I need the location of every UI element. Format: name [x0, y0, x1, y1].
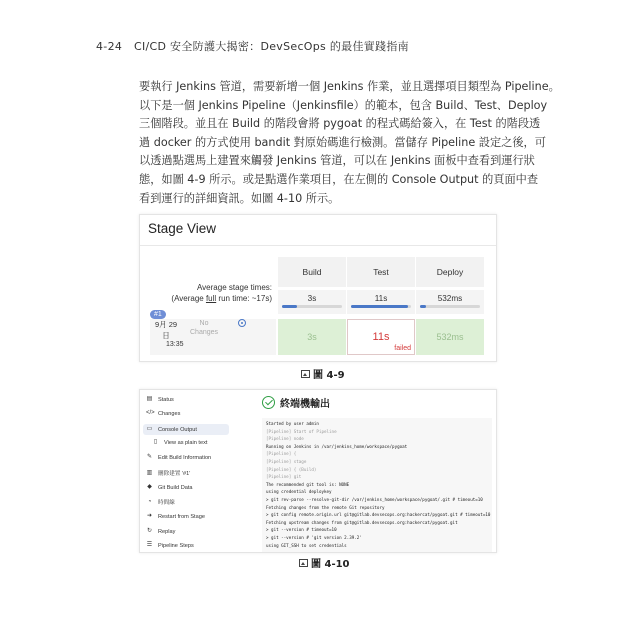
- paragraph-line: 態，如圖 4-9 所示。或是點選作業項目，在左側的 Console Output 的頁面中查: [139, 172, 539, 186]
- avg-text: (Average: [171, 294, 206, 303]
- image-icon: [301, 370, 310, 378]
- run-date: [152, 319, 180, 341]
- sidebar-item[interactable]: [146, 528, 175, 535]
- console-heading-text: 終端機輸出: [280, 399, 330, 410]
- console-line: > git --version # timeout=10: [266, 527, 337, 533]
- console-line: > git --version # 'git version 2.39.2': [266, 534, 362, 540]
- console-line: Started by user admin: [266, 421, 319, 426]
- console-line: > git config remote.origin.url git@gitlab.devsecops.org:hackercat/pygoat.git # timeout=10: [266, 512, 491, 518]
- divider: [140, 245, 496, 246]
- page-number: 4-24: [96, 40, 123, 53]
- avg-text: run time: ~17s): [216, 294, 272, 303]
- sidebar-item[interactable]: [146, 410, 180, 417]
- stage-duration: 11s: [372, 331, 390, 343]
- git-icon: ◆: [147, 484, 152, 490]
- stage-cell-build[interactable]: 3s: [278, 319, 346, 355]
- run-date-line: 日: [162, 331, 170, 340]
- caption-text: 圖 4-9: [313, 370, 345, 381]
- steps-icon: ☰: [146, 542, 153, 548]
- avg-cell-deploy: [416, 290, 484, 314]
- console-line: [Pipeline] stage: [266, 458, 307, 464]
- trash-icon: ▥: [146, 469, 153, 476]
- sidebar-item[interactable]: [146, 454, 211, 461]
- sidebar-item-label: Edit Build Information: [158, 454, 212, 461]
- sidebar-item-label: Git Build Data: [158, 484, 193, 491]
- paragraph-line: 要執行 Jenkins 管道，需要新增一個 Jenkins 作業，並且選擇項目類型為 Pipeline。: [139, 80, 560, 93]
- avg-progress-fill: [351, 305, 408, 308]
- sidebar-item-label: Status: [158, 396, 174, 403]
- sidebar-item[interactable]: [146, 498, 175, 506]
- sidebar-item-label: Console Output: [158, 426, 197, 433]
- restart-icon: ➜: [146, 513, 153, 519]
- stage-cell-deploy[interactable]: 532ms: [416, 319, 484, 355]
- console-line: using credential deploykey: [266, 489, 332, 495]
- sidebar-item-label: 時間線: [158, 500, 175, 506]
- console-line: [Pipeline] git: [266, 474, 302, 480]
- sidebar-item-label: Replay: [158, 528, 176, 535]
- console-line: [Pipeline] { (Build): [266, 466, 317, 472]
- success-check-icon: [262, 396, 275, 409]
- stage-view-title: Stage View: [148, 221, 217, 236]
- page-header: [96, 38, 409, 54]
- info-icon[interactable]: [238, 319, 246, 327]
- stage-header-deploy[interactable]: Deploy: [416, 257, 485, 287]
- avg-progress-bar: [420, 305, 480, 308]
- paragraph-line: 過 docker 的方式使用 bandit 對原始碼進行檢測。當儲存 Pipeline 設定之後，可: [139, 135, 546, 149]
- status-icon: ▤: [146, 396, 153, 402]
- code-icon: </>: [146, 410, 155, 416]
- avg-label-line: [146, 293, 272, 304]
- body-paragraph: [139, 78, 560, 208]
- paragraph-line: 以下是一個 Jenkins Pipeline（Jenkinsfile）的範本，包含 Build、Test、Deploy: [139, 98, 548, 112]
- sidebar-item[interactable]: [146, 469, 190, 477]
- console-line: Fetching upstream changes from git@gitlab.devsecops.org:hackercat/pygoat.git: [266, 519, 458, 525]
- sidebar-item[interactable]: [146, 542, 194, 549]
- paragraph-line: 三個階段。並且在 Build 的階段會將 pygoat 的程式碼給簽入，在 Test 的階段透: [139, 117, 541, 131]
- paragraph-line: 看到運行的詳細資訊。如圖 4-10 所示。: [139, 191, 340, 205]
- console-line: [Pipeline] Start of Pipeline: [266, 428, 337, 434]
- book-title: CI/CD 安全防護大揭密：DevSecOps 的最佳實踐指南: [133, 40, 409, 53]
- failed-label: failed: [394, 345, 411, 352]
- run-time: 13:35: [166, 341, 184, 348]
- console-line: > git rev-parse --resolve-git-dir /var/jenkins_home/workspace/pygoat/.git # timeout=10: [266, 496, 483, 502]
- avg-progress-fill: [282, 305, 297, 308]
- sidebar-item-label: Changes: [158, 410, 181, 417]
- console-line: Fetching changes from the remote Git repository: [266, 504, 385, 510]
- console-line: Running on Jenkins in /var/jenkins_home/workspace/pygoat: [266, 443, 408, 449]
- terminal-icon: ▭: [146, 426, 153, 432]
- full-link[interactable]: full: [205, 294, 217, 303]
- console-log: [262, 418, 492, 553]
- build-number-badge[interactable]: #1: [150, 310, 166, 319]
- sidebar-item[interactable]: [146, 396, 174, 403]
- avg-time: 3s: [307, 294, 317, 303]
- console-heading: [262, 395, 330, 410]
- paragraph-line: 以透過點選馬上建置來觸發 Jenkins 管道，可以在 Jenkins 面板中查看到運行狀: [139, 154, 535, 168]
- sidebar-item[interactable]: [146, 513, 205, 520]
- avg-time: 11s: [374, 294, 388, 303]
- sidebar-item-label: 刪除建置 '#1': [158, 471, 191, 477]
- stage-header-test[interactable]: Test: [347, 257, 416, 287]
- avg-label-line: Average stage times:: [196, 283, 272, 292]
- run-date-line: 9月 29: [154, 320, 178, 329]
- sidebar-item-label: Pipeline Steps: [158, 542, 194, 549]
- sidebar-item[interactable]: [146, 484, 193, 491]
- avg-progress-fill: [420, 305, 426, 308]
- avg-cell-test: [347, 290, 415, 314]
- console-output-screenshot: [139, 389, 497, 553]
- sidebar-item[interactable]: [143, 424, 229, 435]
- figure-caption-4-9: [301, 366, 345, 381]
- replay-icon: ↻: [146, 528, 153, 534]
- average-times-label: [146, 282, 272, 304]
- figure-caption-4-10: [299, 555, 350, 570]
- avg-progress-bar: [351, 305, 411, 308]
- no-changes-label: No Changes: [190, 320, 219, 336]
- timeline-icon: ◔: [147, 498, 152, 505]
- console-line: [Pipeline] {: [266, 451, 297, 457]
- sidebar-item-label: View as plain text: [164, 439, 208, 446]
- console-line: [Pipeline] node: [266, 436, 304, 442]
- console-line: The recommended git tool is: NONE: [266, 481, 350, 487]
- file-icon: ▯: [153, 439, 158, 445]
- avg-progress-bar: [282, 305, 342, 308]
- edit-icon: ✎: [146, 454, 153, 460]
- sidebar-item[interactable]: [152, 439, 207, 446]
- stage-header-build[interactable]: Build: [278, 257, 347, 287]
- sidebar-item-label: Restart from Stage: [158, 513, 205, 520]
- image-icon: [299, 559, 308, 567]
- caption-text: 圖 4-10: [311, 559, 350, 570]
- avg-cell-build: [278, 290, 346, 314]
- avg-time: 532ms: [437, 294, 463, 303]
- stage-cell-test[interactable]: [347, 319, 415, 355]
- stage-view-screenshot: [139, 214, 497, 362]
- console-line: using GIT_SSH to set credentials: [266, 542, 347, 548]
